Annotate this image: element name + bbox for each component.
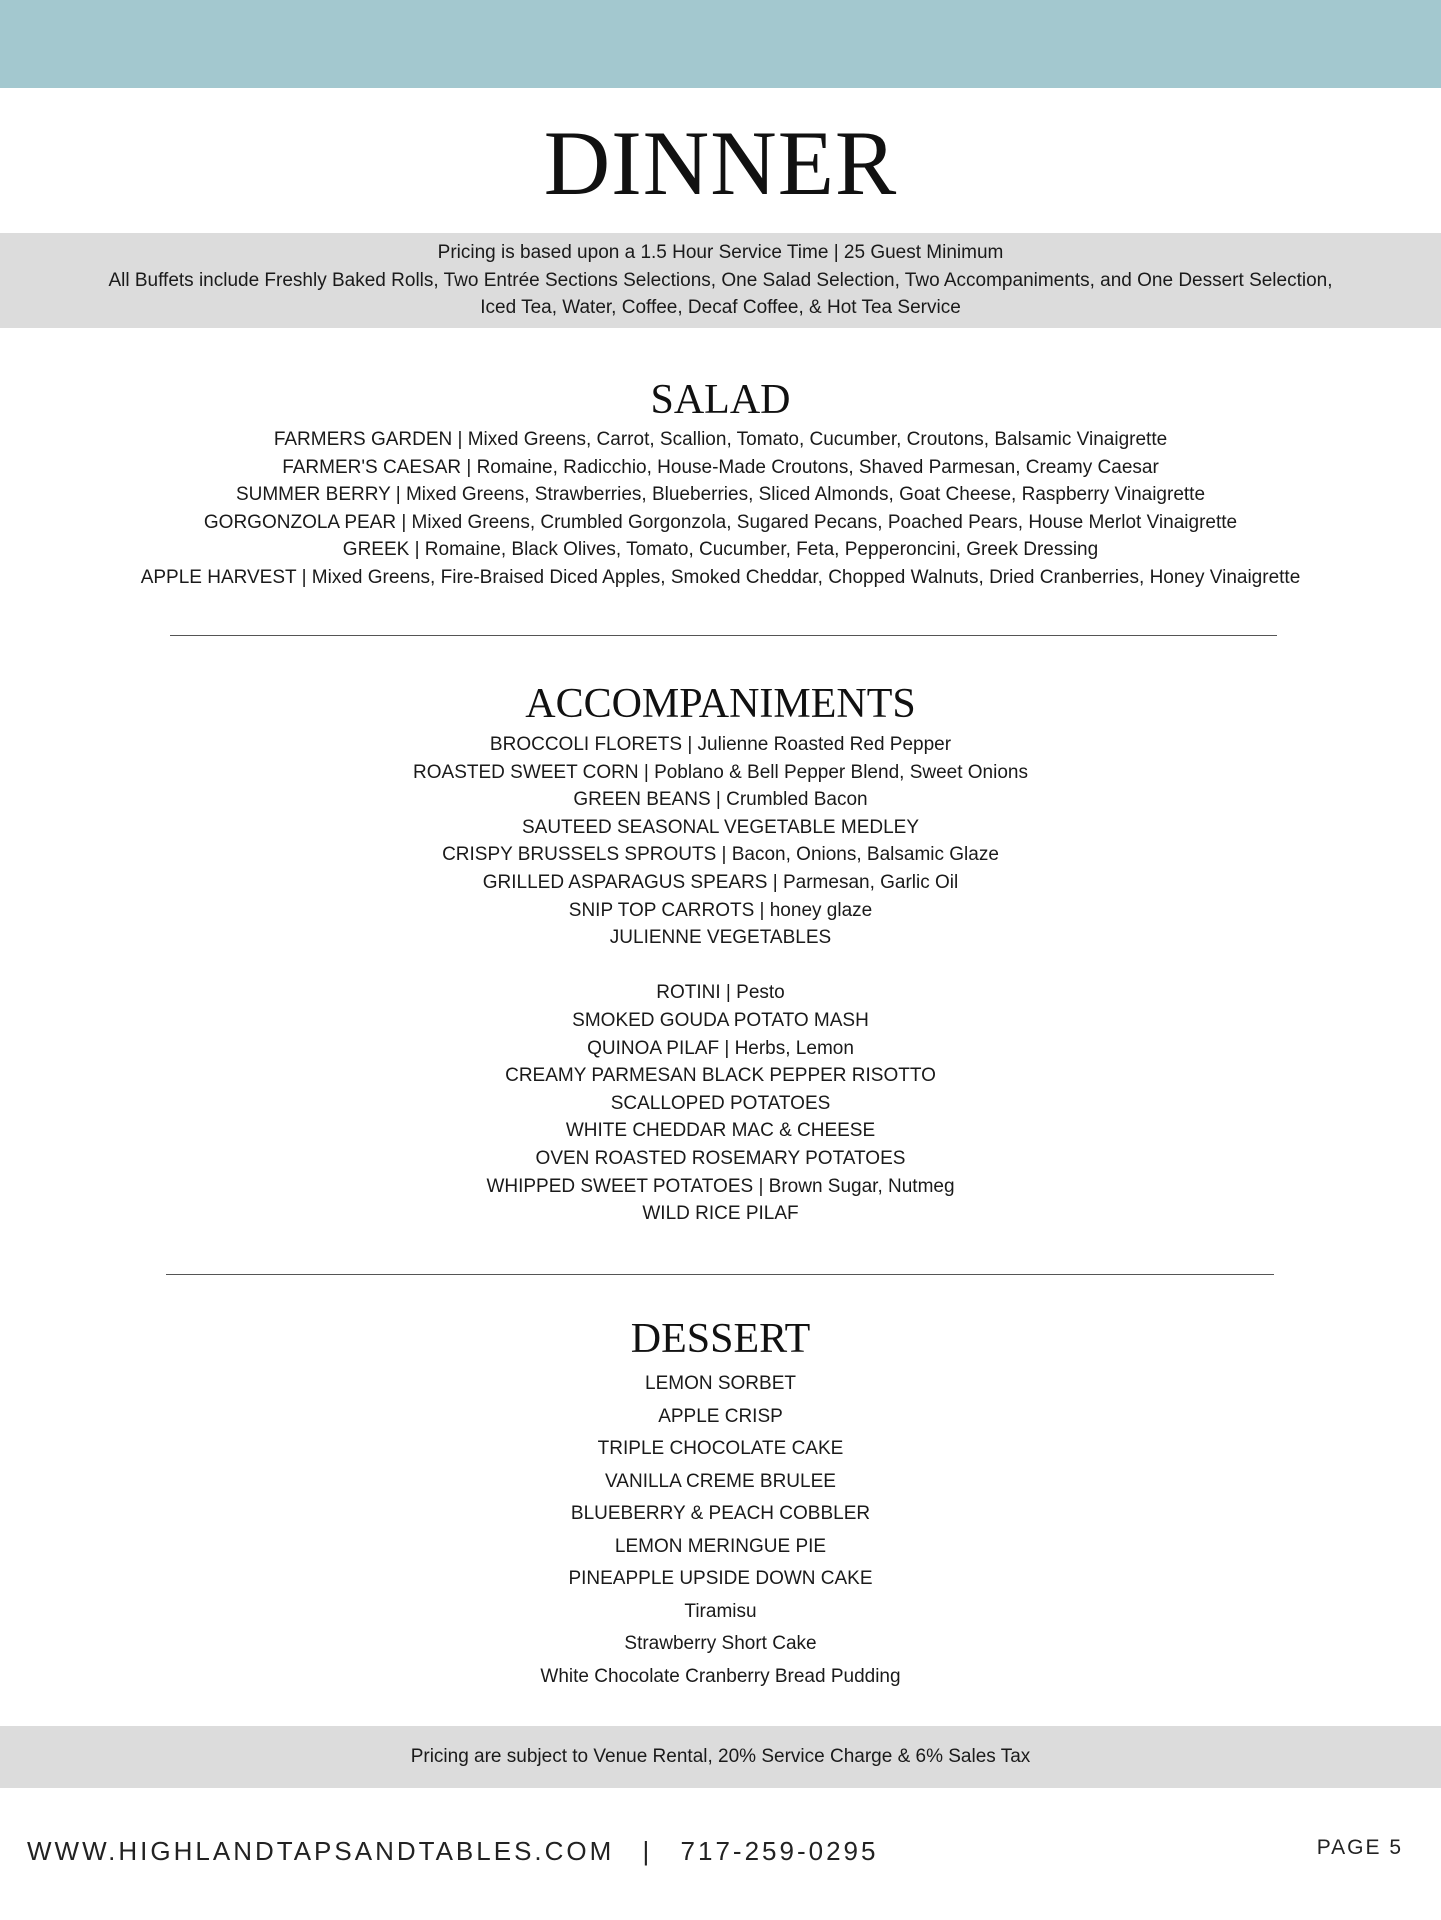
starch-item: SMOKED GOUDA POTATO MASH xyxy=(572,1009,869,1031)
top-color-band xyxy=(0,0,1441,88)
tax-note: Pricing are subject to Venue Rental, 20% Service Charge & 6% Sales Tax xyxy=(410,1746,1031,1767)
dessert-heading: DESSERT xyxy=(630,1316,811,1362)
salad-item: GREEK | Romaine, Black Olives, Tomato, Cucumber, Feta, Pepperoncini, Greek Dressing xyxy=(342,539,1099,561)
pricing-info-band xyxy=(0,233,1441,328)
vegetable-item: JULIENNE VEGETABLES xyxy=(609,927,832,949)
vegetable-item: SNIP TOP CARROTS | honey glaze xyxy=(568,899,873,921)
page-title: DINNER xyxy=(543,112,898,214)
salad-heading: SALAD xyxy=(650,377,791,423)
salad-item: SUMMER BERRY | Mixed Greens, Strawberries, Blueberries, Sliced Almonds, Goat Cheese, Raspberry Vinaigrette xyxy=(235,484,1206,506)
dessert-item: TRIPLE CHOCOLATE CAKE xyxy=(597,1438,844,1459)
salad-item: APPLE HARVEST | Mixed Greens, Fire-Braised Diced Apples, Smoked Cheddar, Chopped Walnuts, Dried Cranberries, Honey Vinaigrette xyxy=(140,566,1301,588)
starch-item: ROTINI | Pesto xyxy=(656,982,785,1004)
info-line: Pricing is based upon a 1.5 Hour Service Time | 25 Guest Minimum xyxy=(437,242,1004,263)
section-divider xyxy=(170,635,1277,636)
dessert-item: Tiramisu xyxy=(684,1600,757,1622)
info-line: All Buffets include Freshly Baked Rolls, Two Entrée Sections Selections, One Salad Selection, Two Accompaniments, and One Dessert Selection, xyxy=(108,269,1333,291)
starch-item: CREAMY PARMESAN BLACK PEPPER RISOTTO xyxy=(505,1065,936,1087)
dessert-item: PINEAPPLE UPSIDE DOWN CAKE xyxy=(568,1568,873,1589)
vegetable-item: GRILLED ASPARAGUS SPEARS | Parmesan, Garlic Oil xyxy=(482,871,959,893)
vegetable-item: GREEN BEANS | Crumbled Bacon xyxy=(573,789,868,811)
contact-line xyxy=(27,1836,878,1867)
section-divider xyxy=(166,1274,1274,1275)
website-link[interactable]: WWW.HIGHLANDTAPSANDTABLES.COM xyxy=(27,1836,615,1866)
dessert-item: APPLE CRISP xyxy=(658,1405,783,1427)
salad-item: GORGONZOLA PEAR | Mixed Greens, Crumbled Gorgonzola, Sugared Pecans, Poached Pears, House Merlot Vinaigrette xyxy=(203,511,1238,533)
starch-item: OVEN ROASTED ROSEMARY POTATOES xyxy=(535,1147,906,1169)
dessert-list xyxy=(0,1368,1441,1693)
dessert-item: BLUEBERRY & PEACH COBBLER xyxy=(570,1503,871,1524)
starch-item: SCALLOPED POTATOES xyxy=(610,1092,831,1114)
phone-number[interactable]: 717-259-0295 xyxy=(680,1836,879,1866)
starch-item: WILD RICE PILAF xyxy=(642,1203,799,1225)
info-line: Iced Tea, Water, Coffee, Decaf Coffee, & Hot Tea Service xyxy=(480,297,961,318)
starch-item: QUINOA PILAF | Herbs, Lemon xyxy=(587,1037,854,1059)
vegetable-item: CRISPY BRUSSELS SPROUTS | Bacon, Onions, Balsamic Glaze xyxy=(442,844,999,866)
dessert-item: Strawberry Short Cake xyxy=(624,1633,817,1654)
tax-note-band xyxy=(0,1726,1441,1788)
starch-item: WHIPPED SWEET POTATOES | Brown Sugar, Nutmeg xyxy=(486,1175,955,1197)
vegetable-item: ROASTED SWEET CORN | Poblano & Bell Pepper Blend, Sweet Onions xyxy=(413,761,1028,783)
starch-item: WHITE CHEDDAR MAC & CHEESE xyxy=(565,1120,876,1142)
salad-item: FARMER'S CAESAR | Romaine, Radicchio, House-Made Croutons, Shaved Parmesan, Creamy Caesar xyxy=(282,456,1159,478)
dessert-item: LEMON SORBET xyxy=(645,1373,796,1394)
dessert-item: White Chocolate Cranberry Bread Pudding xyxy=(540,1665,901,1687)
vegetable-item: BROCCOLI FLORETS | Julienne Roasted Red Pepper xyxy=(489,734,952,755)
accompaniments-list xyxy=(0,731,1441,1228)
vegetable-item: SAUTEED SEASONAL VEGETABLE MEDLEY xyxy=(521,816,919,838)
accompaniments-heading: ACCOMPANIMENTS xyxy=(525,681,916,727)
separator: | xyxy=(642,1836,653,1866)
list-spacer xyxy=(0,952,1441,980)
page-number: PAGE 5 xyxy=(1316,1836,1403,1859)
dessert-item: VANILLA CREME BRULEE xyxy=(605,1470,836,1492)
dessert-item: LEMON MERINGUE PIE xyxy=(614,1535,827,1557)
salad-list xyxy=(0,426,1441,592)
salad-item: FARMERS GARDEN | Mixed Greens, Carrot, Scallion, Tomato, Cucumber, Croutons, Balsamic Vinaigrette xyxy=(273,429,1168,450)
